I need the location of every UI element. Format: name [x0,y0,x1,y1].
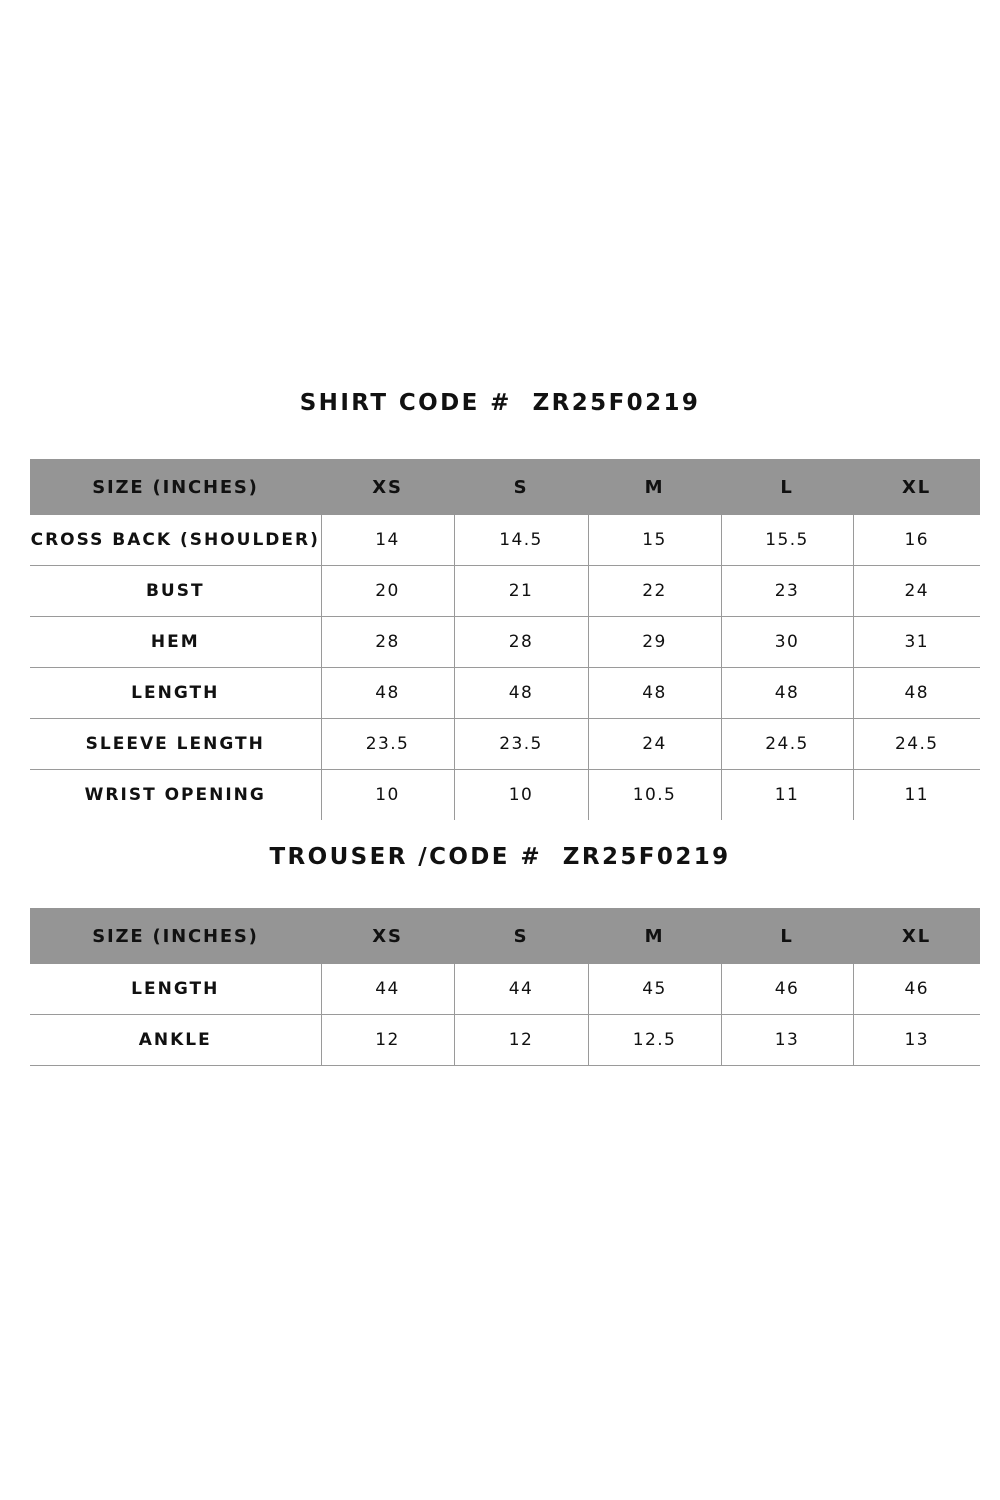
table-cell: 14 [321,515,454,566]
table-cell: 48 [321,668,454,719]
table-cell: 28 [321,617,454,668]
table-cell: 12 [454,1015,588,1066]
table-row [30,964,980,1015]
table-cell: 30 [721,617,853,668]
size-column-header: SIZE (INCHES) [30,459,321,515]
table-cell: 31 [853,617,980,668]
table-cell: 12 [321,1015,454,1066]
table-row [30,668,980,719]
size-xl-header: XL [853,908,980,964]
row-label: ANKLE [30,1015,321,1066]
table-row [30,719,980,770]
table-cell: 11 [721,770,853,821]
row-label: CROSS BACK (SHOULDER) [30,515,321,566]
table-cell: 22 [588,566,721,617]
table-cell: 13 [853,1015,980,1066]
row-label: BUST [30,566,321,617]
size-s-header: S [454,908,588,964]
table-cell: 44 [321,964,454,1015]
table-cell: 48 [721,668,853,719]
table-cell: 24.5 [721,719,853,770]
shirt-section-title: SHIRT CODE # ZR25F0219 [299,390,701,416]
table-cell: 23 [721,566,853,617]
table-row [30,566,980,617]
row-label: LENGTH [30,668,321,719]
table-cell: 44 [454,964,588,1015]
size-l-header: L [721,908,853,964]
table-cell: 48 [454,668,588,719]
trouser-size-table [30,908,980,1066]
row-label: HEM [30,617,321,668]
table-cell: 46 [721,964,853,1015]
table-cell: 23.5 [321,719,454,770]
table-cell: 10.5 [588,770,721,821]
size-l-header: L [721,459,853,515]
table-cell: 24 [853,566,980,617]
trouser-section-title: TROUSER /CODE # ZR25F0219 [269,844,731,870]
table-cell: 10 [321,770,454,821]
table-header-row [30,459,980,515]
table-cell: 15.5 [721,515,853,566]
table-cell: 13 [721,1015,853,1066]
table-cell: 11 [853,770,980,821]
table-cell: 15 [588,515,721,566]
shirt-size-table [30,459,980,820]
table-row [30,515,980,566]
table-row [30,617,980,668]
table-cell: 29 [588,617,721,668]
table-cell: 24 [588,719,721,770]
table-header-row [30,908,980,964]
table-cell: 48 [588,668,721,719]
size-m-header: M [588,459,721,515]
size-s-header: S [454,459,588,515]
size-column-header: SIZE (INCHES) [30,908,321,964]
table-cell: 20 [321,566,454,617]
size-m-header: M [588,908,721,964]
table-cell: 24.5 [853,719,980,770]
table-cell: 10 [454,770,588,821]
table-row [30,1015,980,1066]
table-cell: 28 [454,617,588,668]
size-xl-header: XL [853,459,980,515]
table-cell: 48 [853,668,980,719]
table-cell: 12.5 [588,1015,721,1066]
table-cell: 23.5 [454,719,588,770]
table-cell: 14.5 [454,515,588,566]
table-cell: 16 [853,515,980,566]
row-label: LENGTH [30,964,321,1015]
table-cell: 46 [853,964,980,1015]
size-xs-header: XS [321,459,454,515]
table-cell: 45 [588,964,721,1015]
table-row [30,770,980,821]
size-xs-header: XS [321,908,454,964]
row-label: SLEEVE LENGTH [30,719,321,770]
row-label: WRIST OPENING [84,785,266,805]
table-cell: 21 [454,566,588,617]
